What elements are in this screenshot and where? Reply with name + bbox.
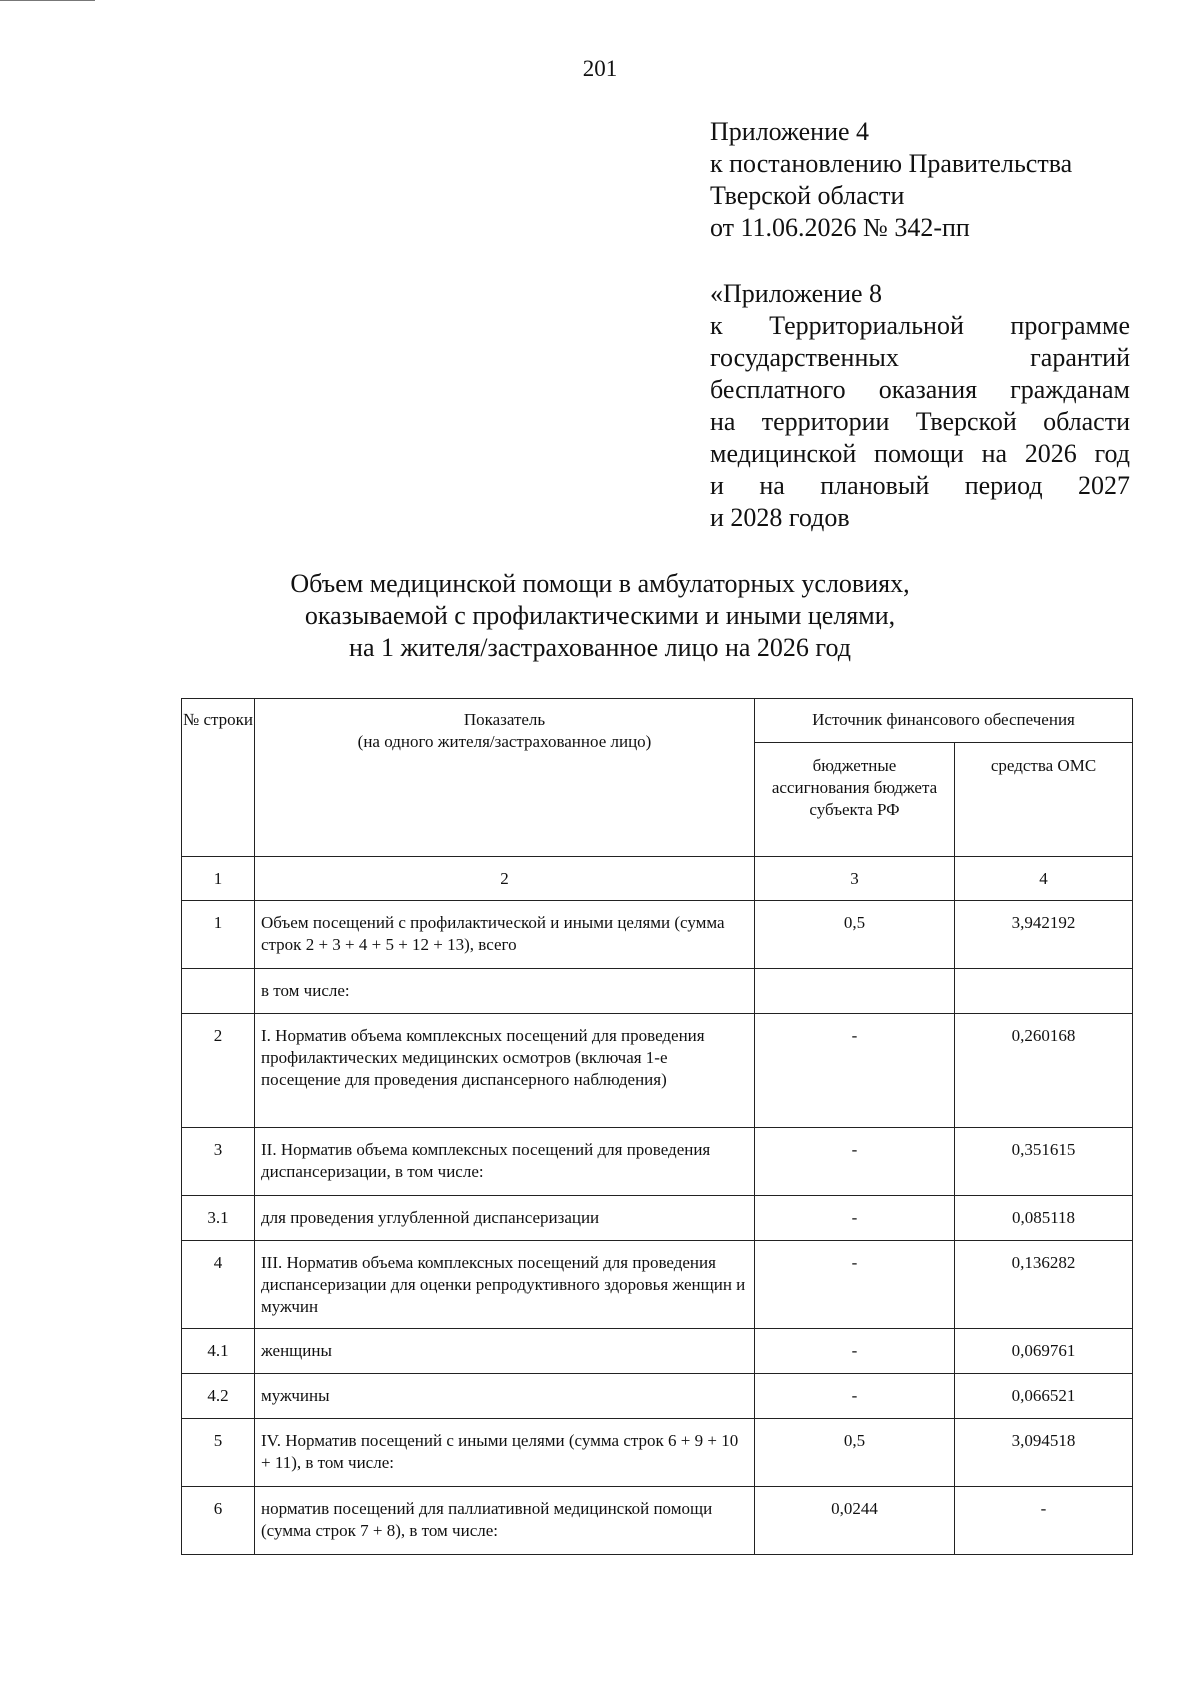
row-label: IV. Норматив посещений с иными целями (сумма строк 6 + 9 + 10 + 11), в том числе: <box>255 1419 755 1487</box>
table-row <box>182 1374 1133 1419</box>
table-row <box>182 1128 1133 1196</box>
title-line: на 1 жителя/застрахованное лицо на 2026 год <box>349 633 851 662</box>
row-budget-value: - <box>755 1329 955 1374</box>
title-line: оказываемой с профилактическими и иными целями, <box>304 601 896 630</box>
header-indicator <box>255 699 755 857</box>
row-label: в том числе: <box>255 969 755 1014</box>
header-budget: бюджетные ассигнования бюджета субъекта РФ <box>755 743 955 857</box>
row-label: норматив посещений для паллиативной медицинской помощи (сумма строк 7 + 8), в том числе: <box>255 1487 755 1555</box>
appendix-8-block <box>710 278 1130 534</box>
row-oms-value <box>955 969 1133 1014</box>
appendix-8-line: и на плановый период 2027 <box>710 471 1130 500</box>
row-budget-value: - <box>755 1374 955 1419</box>
appendix-8-line: медицинской помощи на 2026 год <box>710 439 1130 468</box>
row-number: 4.1 <box>182 1329 255 1374</box>
column-number: 1 <box>182 857 255 901</box>
row-label: для проведения углубленной диспансеризации <box>255 1196 755 1241</box>
header-oms: средства ОМС <box>955 743 1133 857</box>
row-label: II. Норматив объема комплексных посещений для проведения диспансеризации, в том числе: <box>255 1128 755 1196</box>
header-indicator-title: Показатель <box>463 710 546 729</box>
row-label: III. Норматив объема комплексных посещений для проведения диспансеризации для оценки репродуктивного здоровья женщин и мужчин <box>255 1241 755 1329</box>
row-number: 3 <box>182 1128 255 1196</box>
header-indicator-subtitle: (на одного жителя/застрахованное лицо) <box>357 732 652 751</box>
appendix-8-line: и 2028 годов <box>710 503 850 532</box>
row-oms-value: 0,066521 <box>955 1374 1133 1419</box>
row-number: 3.1 <box>182 1196 255 1241</box>
row-label: I. Норматив объема комплексных посещений для проведения профилактических медицинских осмотров (включая 1-е посещение для проведения диспансерного наблюдения) <box>255 1014 755 1128</box>
page-number: 201 <box>582 56 618 81</box>
row-number <box>182 969 255 1014</box>
table-row <box>182 1241 1133 1329</box>
row-oms-value: 0,069761 <box>955 1329 1133 1374</box>
row-number: 4.2 <box>182 1374 255 1419</box>
row-budget-value: 0,5 <box>755 1419 955 1487</box>
row-budget-value: - <box>755 1128 955 1196</box>
row-label: женщины <box>255 1329 755 1374</box>
scan-edge-mark <box>0 0 95 1</box>
row-oms-value: 0,260168 <box>955 1014 1133 1128</box>
appendix-4-line: Тверской области <box>710 181 905 210</box>
appendix-4-line: от 11.06.2026 № 342-пп <box>710 213 970 242</box>
row-budget-value: - <box>755 1196 955 1241</box>
appendix-8-line: бесплатного оказания гражданам <box>710 375 1130 404</box>
document-title <box>0 568 1200 664</box>
row-number: 4 <box>182 1241 255 1329</box>
table-row <box>182 901 1133 969</box>
appendix-4-block <box>710 116 1130 244</box>
column-number: 4 <box>955 857 1133 901</box>
table-row <box>182 1329 1133 1374</box>
table-row <box>182 1014 1133 1128</box>
appendix-8-line: к Территориальной программе <box>710 311 1130 340</box>
volume-table <box>181 698 1133 1555</box>
row-label: Объем посещений с профилактической и иными целями (сумма строк 2 + 3 + 4 + 5 + 12 + 13), всего <box>255 901 755 969</box>
appendix-8-line: «Приложение 8 <box>710 279 883 308</box>
header-funding-source: Источник финансового обеспечения <box>755 699 1133 743</box>
row-oms-value: - <box>955 1487 1133 1555</box>
row-oms-value: 0,085118 <box>955 1196 1133 1241</box>
row-budget-value: 0,0244 <box>755 1487 955 1555</box>
appendix-4-line: Приложение 4 <box>710 117 870 146</box>
row-budget-value: - <box>755 1241 955 1329</box>
row-number: 5 <box>182 1419 255 1487</box>
row-number: 6 <box>182 1487 255 1555</box>
header-row-number: № строки <box>182 699 255 857</box>
table-row <box>182 1487 1133 1555</box>
row-budget-value: - <box>755 1014 955 1128</box>
appendix-4-line: к постановлению Правительства <box>710 149 1073 178</box>
row-number: 1 <box>182 901 255 969</box>
column-number: 2 <box>255 857 755 901</box>
row-oms-value: 3,094518 <box>955 1419 1133 1487</box>
row-budget-value: 0,5 <box>755 901 955 969</box>
title-line: Объем медицинской помощи в амбулаторных условиях, <box>290 569 910 598</box>
table-row <box>182 969 1133 1014</box>
row-oms-value: 0,136282 <box>955 1241 1133 1329</box>
row-label: мужчины <box>255 1374 755 1419</box>
column-number: 3 <box>755 857 955 901</box>
table-row <box>182 1196 1133 1241</box>
appendix-8-line: на территории Тверской области <box>710 407 1130 436</box>
table-row <box>182 1419 1133 1487</box>
row-oms-value: 3,942192 <box>955 901 1133 969</box>
row-oms-value: 0,351615 <box>955 1128 1133 1196</box>
row-budget-value <box>755 969 955 1014</box>
row-number: 2 <box>182 1014 255 1128</box>
appendix-8-line: государственных гарантий <box>710 343 1130 372</box>
